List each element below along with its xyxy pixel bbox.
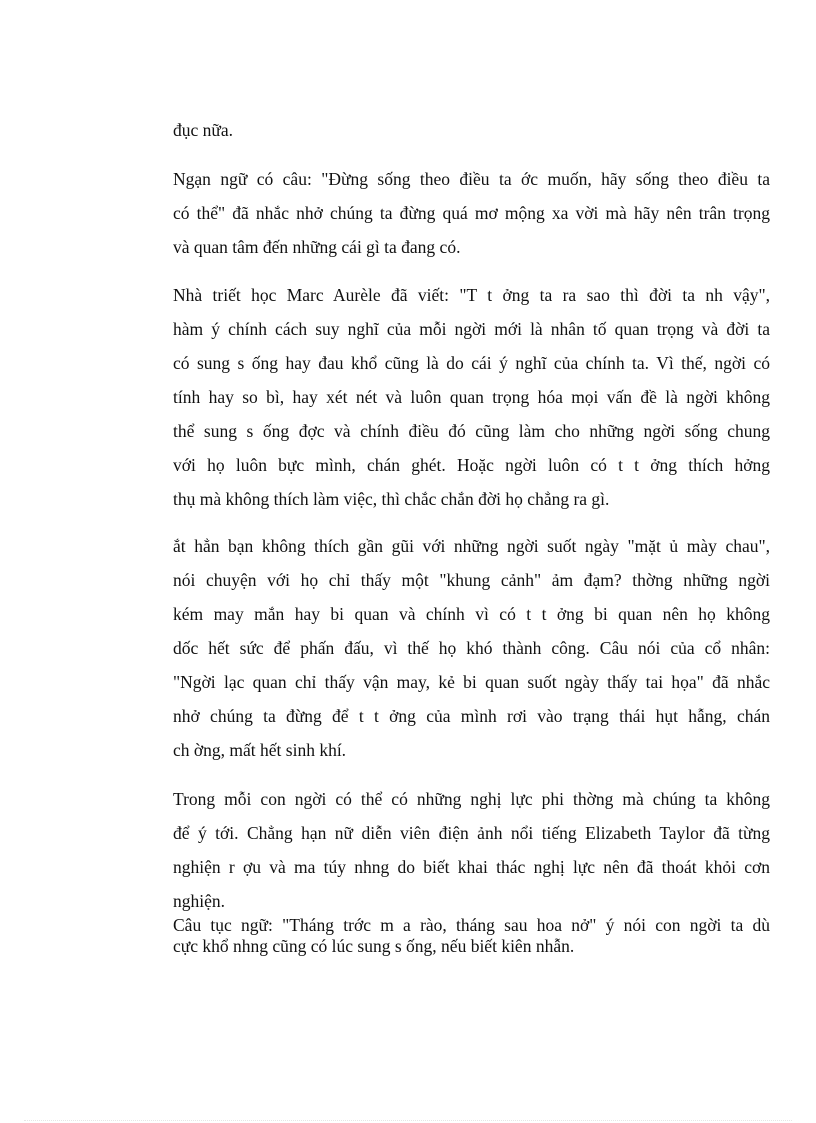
text-line: Câu tục ngữ: "Tháng trớc m a rào, tháng sau hoa nở" ý nói con ngời ta dù [173,915,770,935]
text-line: với họ luôn bực mình, chán ghét. Hoặc ngời luôn có t t ởng thích hởng [173,455,770,475]
paragraph-saying [173,915,770,957]
text-line: hàm ý chính cách suy nghĩ của mỗi ngời mới là nhân tố quan trọng và đời ta [173,319,770,339]
text-line: Ngạn ngữ có câu: "Đừng sống theo điều ta ớc muốn, hãy sống theo điều ta [173,169,770,189]
text-line: cực khổ nhng cũng có lúc sung s ống, nếu biết kiên nhẫn. [173,936,575,956]
paragraph-marc-aurele [173,278,770,516]
text-line: Trong mỗi con ngời có thể có những nghị lực phi thờng mà chúng ta không [173,789,770,809]
text-line: ắt hẳn bạn không thích gần gũi với những ngời suốt ngày "mặt ủ mày chau", [173,536,770,556]
text-line: "Ngời lạc quan chỉ thấy vận may, kẻ bi quan suốt ngày thấy tai họa" đã nhắc [173,672,770,692]
text-line: thể sung s ống đợc và chính điều đó cũng làm cho những ngời sống chung [173,421,770,441]
text-line: Nhà triết học Marc Aurèle đã viết: "T t ởng ta ra sao thì đời ta nh vậy", [173,285,770,305]
text-line: nhở chúng ta đừng để t t ởng của mình rơi vào trạng thái hụt hẫng, chán [173,706,770,726]
text-line: nói chuyện với họ chỉ thấy một "khung cảnh" ảm đạm? thờng những ngời [173,570,770,590]
text-line: để ý tới. Chẳng hạn nữ diễn viên điện ảnh nổi tiếng Elizabeth Taylor đã từng [173,823,770,843]
paragraph-willpower [173,782,770,918]
text-line: đục nữa. [173,120,234,140]
page-bottom-divider [24,1120,792,1121]
text-line: ch ờng, mất hết sinh khí. [173,740,347,760]
text-line: nghiện r ợu và ma túy nhng do biết khai thác nghị lực nên đã thoát khỏi cơn [173,857,770,877]
paragraph-pessimism [173,529,770,767]
text-line: thụ mà không thích làm việc, thì chắc chắn đời họ chẳng ra gì. [173,489,610,509]
paragraph-proverb [173,162,770,264]
paragraph-continuation [173,113,770,147]
text-line: có thể" đã nhắc nhở chúng ta đừng quá mơ mộng xa vời mà hãy nên trân trọng [173,203,770,223]
text-line: và quan tâm đến những cái gì ta đang có. [173,237,461,257]
text-line: kém may mắn hay bi quan và chính vì có t t ởng bi quan nên họ không [173,604,770,624]
text-line: có sung s ống hay đau khổ cũng là do cái ý nghĩ của chính ta. Vì thế, ngời có [173,353,770,373]
text-line: tính hay so bì, hay xét nét và luôn quan trọng hóa mọi vấn đề là ngời không [173,387,770,407]
text-line: dốc hết sức để phấn đấu, vì thế họ khó thành công. Câu nói của cổ nhân: [173,638,770,658]
text-line: nghiện. [173,891,226,911]
